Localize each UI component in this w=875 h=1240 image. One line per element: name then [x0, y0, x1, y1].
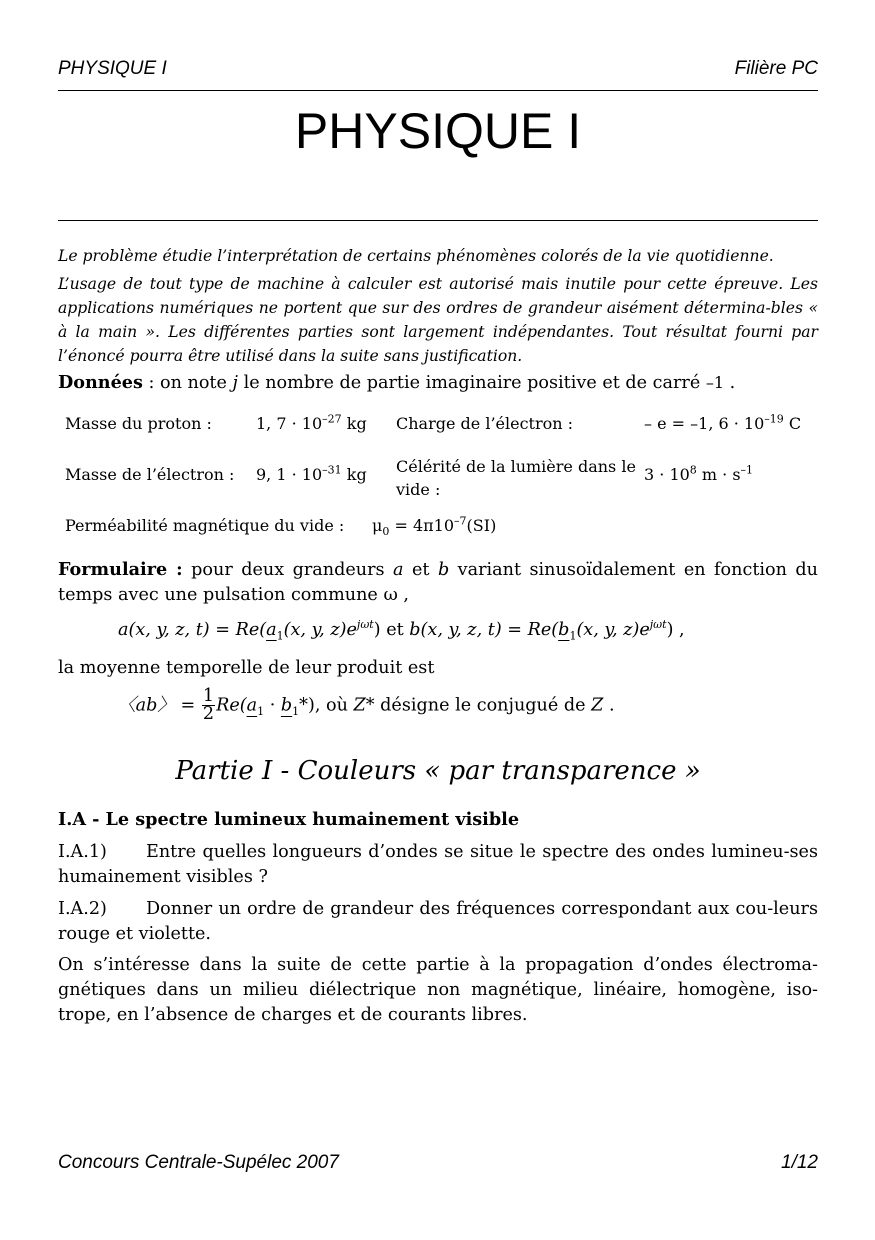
charge-value — [644, 414, 819, 433]
formulaire-et: et — [403, 560, 438, 580]
light-label: Célérité de la lumière dans le vide : — [396, 457, 636, 499]
formulaire-a: a — [393, 560, 404, 580]
avg-den: 2 — [202, 704, 215, 724]
electron-value — [256, 465, 396, 484]
eq-arg-2: (x, y, z)e — [576, 620, 650, 640]
mu-unit: (SI) — [466, 516, 497, 535]
avg-dot: · — [264, 695, 281, 716]
section-ia-title: I.A - Le spectre lumineux humainement visible — [58, 809, 520, 830]
charge-exp: –19 — [764, 412, 784, 426]
electron-unit: kg — [341, 465, 367, 484]
avg-equals: = — [174, 695, 201, 716]
footer-right: 1/12 — [781, 1152, 818, 1173]
formulaire — [58, 557, 818, 608]
avg-end: . — [603, 695, 615, 716]
avg-star: *) — [299, 695, 315, 716]
avg-a1: a — [246, 695, 258, 716]
avg-lhs: 〈ab〉 — [118, 695, 175, 716]
eq-a1-sub: 1 — [276, 629, 284, 643]
formulaire-text-2: variant sinusoïdalement en fonction du temps avec une pulsation commune — [58, 560, 818, 605]
eq-a1: a — [266, 620, 277, 640]
light-exp: 8 — [689, 463, 697, 477]
intro — [58, 244, 818, 368]
avg-re: Re( — [216, 695, 247, 716]
question-ia1-num: I.A.1) — [58, 842, 107, 862]
donnees-value: –1 — [705, 373, 725, 392]
formulaire-b: b — [437, 560, 450, 580]
eq-re-2: Re( — [527, 620, 559, 640]
charge-value-base: – e = –1, 6 · 10 — [644, 414, 765, 433]
light-value — [644, 465, 819, 484]
title-rule — [58, 220, 818, 221]
proton-label: Masse du proton : — [65, 414, 212, 433]
formulaire-text-1: pour deux grandeurs — [182, 560, 394, 580]
eq-arg: (x, y, z)e — [283, 620, 357, 640]
avg-text-2: désigne le conjugué de — [374, 695, 592, 716]
eq-re: Re( — [235, 620, 267, 640]
donnees-var: j — [232, 373, 238, 393]
mu-value-base: = 4π10 — [389, 516, 455, 535]
header-right: Filière PC — [734, 58, 818, 79]
donnees-text: : on note — [142, 373, 233, 393]
moyenne-text: la moyenne temporelle de leur produit est — [58, 658, 435, 678]
formulaire-end: , — [397, 585, 409, 605]
eq-end: , — [673, 620, 685, 640]
question-ia2-num: I.A.2) — [58, 899, 107, 919]
question-ia1 — [58, 840, 818, 890]
header-rule — [58, 90, 818, 91]
eq-exp-2: jωt — [649, 618, 667, 632]
electron-label: Masse de l’électron : — [65, 465, 235, 484]
intro-line-2: L’usage de tout type de machine à calculer est autorisé mais inutile pour cette épreuve. Les applications numériques ne portent que sur des ordres de grandeur aisément détermina-bles « à la main ». Les différentes parties sont largement indépendantes. Tout résultat fourni par l’énoncé pourra être utilisé dans la suite sans justification. — [58, 275, 818, 365]
light-unit-exp: –1 — [740, 463, 754, 477]
avg-text: , où — [314, 695, 354, 716]
intro-line-1: Le problème étudie l’interprétation de certains phénomènes colorés de la vie quotidienne. — [58, 247, 774, 265]
donnees-line — [58, 370, 818, 396]
eq-a-lhs: a(x, y, z, t) — [118, 620, 210, 640]
equation-average — [118, 688, 818, 723]
mu-symbol: μ — [372, 516, 383, 535]
eq-close: ) — [373, 620, 381, 640]
eq-b1-sub: 1 — [569, 629, 577, 643]
eq-close-2: ) — [666, 620, 674, 640]
avg-fraction — [202, 688, 215, 723]
electron-exp: –31 — [322, 463, 342, 477]
proton-value-base: 1, 7 · 10 — [256, 414, 323, 433]
avg-a1-sub: 1 — [257, 705, 265, 719]
eq-exp: jωt — [356, 618, 374, 632]
question-ia2-text: Donner un ordre de grandeur des fréquences correspondant aux cou-leurs rouge et violette. — [58, 899, 818, 944]
formulaire-omega: ω — [383, 585, 398, 605]
charge-label: Charge de l’électron : — [396, 414, 574, 433]
equation-ab — [118, 618, 818, 643]
partie-title: Partie I - Couleurs « par transparence » — [175, 756, 701, 786]
intro-paragraph: On s’intéresse dans la suite de cette partie à la propagation d’ondes électroma-gnétiques dans un milieu diélectrique non magnétique, linéaire, homogène, iso-trope, en l’absence de charges et de courants libres. — [58, 955, 818, 1025]
mu-value — [372, 514, 572, 539]
mu-exp: –7 — [454, 514, 467, 528]
mu-sub: 0 — [382, 525, 390, 539]
charge-unit: C — [783, 414, 802, 433]
light-value-base: 3 · 10 — [644, 465, 690, 484]
donnees-end: . — [724, 373, 736, 393]
page-title: PHYSIQUE I — [294, 103, 582, 159]
footer-left: Concours Centrale-Supélec 2007 — [58, 1152, 339, 1173]
electron-value-base: 9, 1 · 10 — [256, 465, 323, 484]
eq-b-lhs: b(x, y, z, t) — [409, 620, 502, 640]
proton-value — [256, 414, 396, 433]
avg-z: Z* — [353, 695, 375, 716]
question-ia1-text: Entre quelles longueurs d’ondes se situe le spectre des ondes lumineu-ses humainement visibles ? — [58, 842, 818, 887]
avg-z2: Z — [591, 695, 604, 716]
mu-label: Perméabilité magnétique du vide : — [65, 516, 345, 535]
question-ia2 — [58, 897, 818, 947]
avg-num: 1 — [202, 686, 215, 706]
donnees-text-2: le nombre de partie imaginaire positive et de carré — [237, 373, 706, 393]
avg-b1: b — [280, 695, 293, 716]
eq-equals-2: = — [501, 620, 528, 640]
eq-equals: = — [209, 620, 236, 640]
eq-b1: b — [558, 620, 570, 640]
donnees-label: Données — [58, 372, 143, 393]
eq-et: et — [380, 620, 410, 640]
header-left: PHYSIQUE I — [58, 58, 167, 79]
proton-unit: kg — [341, 414, 367, 433]
avg-b1-sub: 1 — [292, 705, 300, 719]
formulaire-label: Formulaire : — [58, 559, 183, 580]
light-unit: m · s — [696, 465, 741, 484]
proton-exp: –27 — [322, 412, 342, 426]
